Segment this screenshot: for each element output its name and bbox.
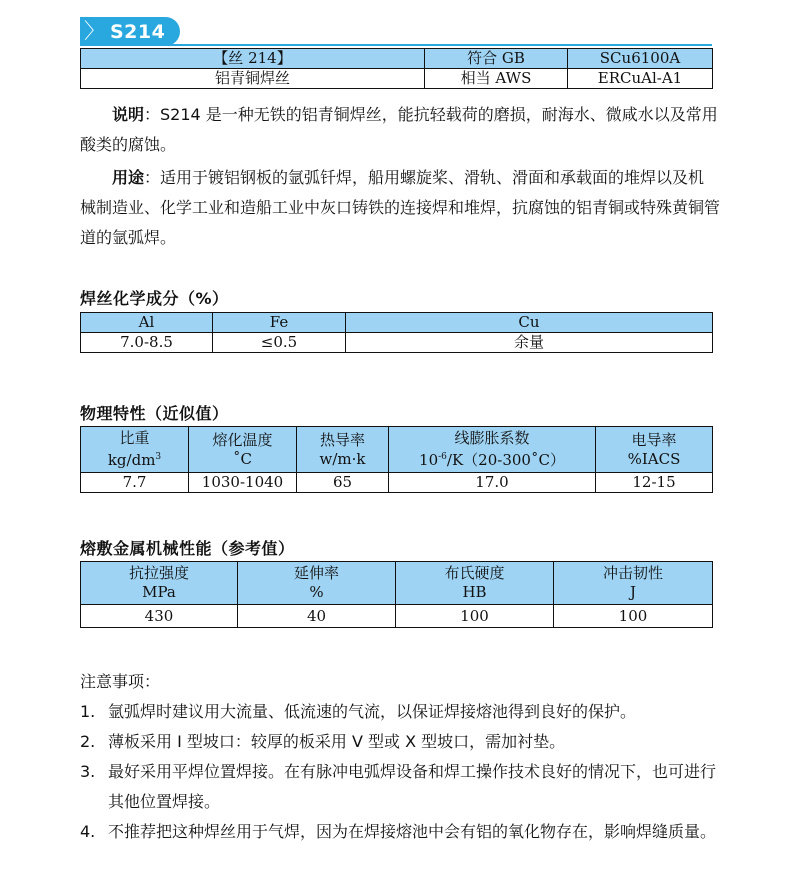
- physical-value-thermal: 65: [297, 473, 389, 493]
- mechanical-value-tensile: 430: [81, 605, 238, 628]
- spec-name-cell: 【丝 214】: [81, 49, 425, 69]
- usage-paragraph: [80, 163, 720, 253]
- composition-title: 焊丝化学成分（%）: [80, 289, 229, 308]
- product-code-tag: [80, 17, 180, 46]
- composition-value-al: 7.0-8.5: [81, 333, 213, 353]
- usage-text: ：适用于镀铝钢板的氩弧钎焊，船用螺旋桨、滑轨、滑面和承载面的堆焊以及机械制造业、化学工业和造船工业中灰口铸铁的连接焊和堆焊，抗腐蚀的铝青铜或特殊黄铜管道的氩弧焊。: [80, 168, 721, 247]
- physical-value-expansion: 17.0: [389, 473, 596, 493]
- composition-value-fe: ≤0.5: [213, 333, 346, 353]
- physical-header-thermal: 热导率 w/m·k: [297, 427, 389, 473]
- physical-table: [80, 426, 713, 493]
- header-rule: [80, 44, 712, 46]
- product-code: S214: [110, 20, 166, 43]
- composition-header-cu: Cu: [346, 313, 713, 333]
- description-paragraph: [80, 100, 720, 160]
- physical-header-melting: 熔化温度 ˚C: [189, 427, 297, 473]
- spec-aws-value: ERCuAl-A1: [568, 69, 713, 89]
- composition-header-fe: Fe: [213, 313, 346, 333]
- mechanical-table: [80, 561, 713, 628]
- mechanical-header-tensile: 抗拉强度 MPa: [81, 562, 238, 605]
- composition-table: [80, 312, 713, 353]
- physical-title: 物理特性（近似值）: [80, 404, 229, 423]
- mechanical-value-elongation: 40: [238, 605, 396, 628]
- mechanical-value-impact: 100: [554, 605, 713, 628]
- list-item: 4. 不推荐把这种焊丝用于气焊，因为在焊接熔池中会有铝的氧化物存在，影响焊缝质量。: [80, 822, 717, 841]
- physical-header-expansion: 线膨胀系数 $10^{-6}/K(20-300˚C)$: [389, 427, 596, 473]
- chevron-right-icon: 〉: [84, 19, 105, 43]
- list-item: 1. 氩弧焊时建议用大流量、低流速的气流，以保证焊接熔池得到良好的保护。: [80, 702, 637, 721]
- list-item: 3. 最好采用平焊位置焊接。在有脉冲电弧焊设备和焊工操作技术良好的情况下，也可进行其他位置焊接。: [80, 762, 717, 811]
- physical-value-conductivity: 12-15: [596, 473, 713, 493]
- description-label: 说明: [112, 105, 145, 124]
- spec-type-cell: 铝青铜焊丝: [81, 69, 425, 89]
- mechanical-header-hardness: 布氏硬度 HB: [396, 562, 554, 605]
- mechanical-header-elongation: 延伸率 %: [238, 562, 396, 605]
- spec-standard-value: SCu6100A: [568, 49, 713, 69]
- composition-value-cu: 余量: [346, 333, 713, 353]
- spec-aws-label: 相当 AWS: [425, 69, 568, 89]
- mechanical-value-hardness: 100: [396, 605, 554, 628]
- description-text: ：S214 是一种无铁的铝青铜焊丝，能抗轻载荷的磨损，耐海水、微咸水以及常用酸类的腐蚀。: [80, 105, 718, 154]
- notes-section: [80, 667, 720, 847]
- physical-value-density: 7.7: [81, 473, 189, 493]
- physical-header-conductivity: 电导率 %IACS: [596, 427, 713, 473]
- spec-standard-label: 符合 GB: [425, 49, 568, 69]
- physical-header-density: 比重 $kg/dm^3$: [81, 427, 189, 473]
- composition-header-al: Al: [81, 313, 213, 333]
- notes-title: 注意事项：: [80, 672, 161, 691]
- spec-table: [80, 48, 713, 89]
- physical-value-melting: 1030-1040: [189, 473, 297, 493]
- mechanical-title: 熔敷金属机械性能（参考值）: [80, 539, 295, 558]
- list-item: 2. 薄板采用 I 型坡口：较厚的板采用 V 型或 X 型坡口，需加衬垫。: [80, 732, 566, 751]
- usage-label: 用途: [112, 168, 145, 187]
- mechanical-header-impact: 冲击韧性 J: [554, 562, 713, 605]
